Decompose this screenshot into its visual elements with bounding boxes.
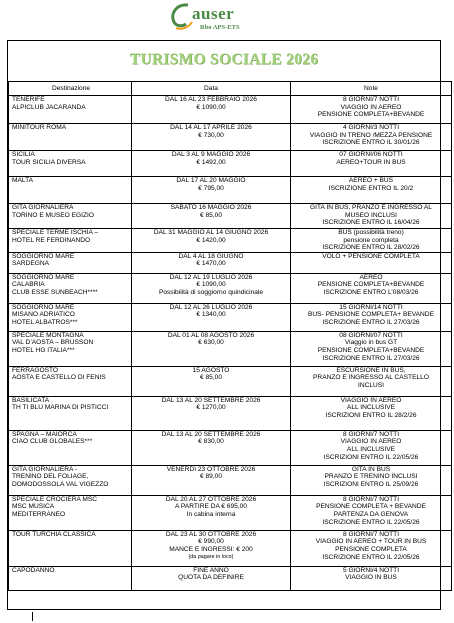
- cell-line: DAL 01 AL 08 AGOSTO 2026: [167, 331, 255, 339]
- note-cell: [291, 124, 452, 151]
- cell-line: (da pagare in loco): [188, 553, 234, 560]
- cell-line: 8 GIORNI/7 NOTTI: [342, 96, 400, 103]
- cell-line: TOUR TURCHIA CLASSICA: [12, 530, 96, 538]
- date-cell: [132, 530, 291, 566]
- destination-cell: [9, 331, 132, 366]
- cell-line: Viaggio in bus GT: [344, 339, 398, 347]
- cell-line: BUS- PENSIONE COMPLETA+ BEVANDE: [308, 311, 434, 319]
- destination-cell: [9, 396, 132, 430]
- cell-line: PRANZO E TRENINO INCLUSI: [324, 473, 418, 481]
- table-row: [9, 177, 452, 204]
- cell-line: A PARTIRE DA € 695,00: [175, 503, 247, 511]
- cell-line: 8 GIORNI/7 NOTTI: [342, 430, 400, 438]
- cell-line: 8 GIORNI/7 NOTTI: [342, 530, 400, 538]
- date-cell: [132, 303, 291, 331]
- cell-line: DOMODOSSOLA VAL VIGEZZO: [12, 480, 109, 488]
- cell-line: DAL 3 AL 9 MAGGIO 2026: [171, 151, 251, 158]
- date-cell: [132, 566, 291, 590]
- cell-line: CAPODANNO: [12, 566, 55, 574]
- destination-cell: [9, 96, 132, 124]
- cell-line: DAL 17 AL 20 MAGGIO: [176, 177, 246, 184]
- cell-line: VOLO + PENSIONE COMPLETA: [322, 252, 420, 260]
- table-row: [9, 252, 452, 273]
- cell-line: DAL 23 AL 30 OTTOBRE 2026: [165, 530, 257, 538]
- date-cell: [132, 124, 291, 151]
- table-row: [9, 495, 452, 530]
- destination-cell: [9, 530, 132, 566]
- cell-line: 07 GIORNI/06 NOTTI: [339, 151, 403, 158]
- note-cell: [291, 331, 452, 366]
- auser-logo: [168, 2, 278, 38]
- destination-cell: [9, 303, 132, 331]
- note-cell: [291, 495, 452, 530]
- table-header-row: [9, 82, 452, 96]
- cell-line: € 1090,00: [196, 281, 226, 289]
- cell-line: € 990,00: [198, 538, 224, 546]
- cell-line: € 730,00: [198, 131, 224, 139]
- text-cursor: [32, 612, 33, 621]
- date-cell: [132, 151, 291, 177]
- cell-line: MSC MUSICA: [12, 503, 55, 511]
- cell-line: QUOTA DA DEFINIRE: [178, 574, 244, 582]
- cell-line: TENERIFE: [12, 96, 45, 103]
- cell-line: SPAGNA – MAIORCA: [12, 430, 77, 438]
- note-cell: [291, 465, 452, 495]
- cell-line: DAL 12 AL 26 LUGLIO 2026: [169, 303, 253, 311]
- cell-line: ISCRIZIONE ENTRO IL 28/02/26: [322, 244, 420, 252]
- destination-cell: [9, 430, 132, 465]
- destination-cell: [9, 204, 132, 229]
- cell-line: HOTEL ALBATROS***: [12, 318, 78, 326]
- table-row: [9, 303, 452, 331]
- cell-line: SABATO 16 MAGGIO 2026: [170, 204, 252, 211]
- destination-cell: [9, 465, 132, 495]
- table-row: [9, 566, 452, 590]
- cell-line: PENSIONE COMPLETA + BEVANDE: [316, 503, 426, 511]
- cell-line: ALL INCLUSIVE: [346, 404, 396, 412]
- tour-table: [8, 81, 452, 591]
- cell-line: € 85,00: [200, 211, 222, 219]
- cell-line: AEREO: [359, 273, 383, 281]
- date-cell: [132, 366, 291, 396]
- cell-line: CIAO CLUB GLOBALES***: [12, 438, 93, 446]
- cell-line: INCLUSI: [357, 381, 384, 389]
- date-cell: [132, 252, 291, 273]
- cell-line: SOGGIORNO MARE: [12, 273, 75, 281]
- cell-line: MUSEO INCLUSI: [344, 211, 398, 219]
- date-cell: [132, 177, 291, 204]
- cell-line: TH TI BLU MARINA DI PISTICCI: [12, 404, 109, 412]
- cell-line: AOSTA E CASTELLO DI FENIS: [12, 374, 106, 382]
- destination-cell: [9, 273, 132, 303]
- cell-line: MISANO ADRIATICO: [12, 311, 75, 319]
- cell-line: AEREO+TOUR IN BUS: [336, 158, 406, 166]
- cell-line: € 630,00: [198, 339, 224, 347]
- cell-line: DAL 12 AL 19 LUGLIO 2026: [169, 273, 253, 281]
- date-cell: [132, 331, 291, 366]
- destination-cell: [9, 229, 132, 253]
- date-cell: [132, 229, 291, 253]
- table-body: [9, 96, 452, 591]
- cell-line: ISCRIZIONE ENTRO IL 27/03/26: [322, 318, 420, 326]
- destination-cell: [9, 177, 132, 204]
- cell-line: FINE ANNO: [193, 566, 229, 574]
- header-note: Note: [291, 82, 452, 96]
- cell-line: SARDEGNA: [12, 260, 50, 268]
- destination-cell: [9, 124, 132, 151]
- note-cell: [291, 430, 452, 465]
- cell-line: SOGGIORNO MARE: [12, 252, 75, 260]
- note-cell: [291, 204, 452, 229]
- cell-line: PENSIONE COMPLETA+BEVANDE: [317, 346, 425, 354]
- cell-line: PENSIONE COMPLETA+BEVANDE: [317, 111, 425, 119]
- cell-line: ISCRIZIONE ENTRO IL 22/05/26: [322, 518, 420, 526]
- cell-line: SPECIALE MONTAGNA: [12, 331, 84, 339]
- cell-line: 15 AGOSTO: [192, 366, 230, 374]
- cell-line: € 1492,00: [196, 158, 226, 166]
- date-cell: [132, 396, 291, 430]
- note-cell: [291, 229, 452, 253]
- cell-line: 5 GIORNI/4 NOTTI: [342, 566, 400, 574]
- cell-line: SPECIALE TERME ISCHIA –: [12, 229, 98, 236]
- destination-cell: [9, 151, 132, 177]
- table-row: [9, 530, 452, 566]
- note-cell: [291, 530, 452, 566]
- note-cell: [291, 566, 452, 590]
- logo-subtitle: Rbo APS-ETS: [200, 24, 240, 31]
- table-row: [9, 204, 452, 229]
- cell-line: MEDITERRANEO: [12, 510, 66, 518]
- cell-line: € 1470,00: [196, 260, 226, 268]
- cell-line: DAL 13 AL 20 SETTEMBRE 2026: [161, 430, 261, 438]
- date-cell: [132, 495, 291, 530]
- cell-line: SICILIA: [12, 151, 35, 158]
- cell-line: BUS (possibilità treno): [338, 229, 404, 236]
- cell-line: DAL 20 AL 27 OTTOBRE 2026: [165, 495, 257, 503]
- cell-line: GITA IN BUS, PRANZO E INGRESSO AL: [310, 204, 432, 211]
- table-row: [9, 430, 452, 465]
- cell-line: ALL INCLUSIVE: [346, 445, 396, 453]
- cell-line: ISCRIZIONE ENTRO IL 20/2: [328, 184, 414, 192]
- cell-line: GITA GIORNALIERA: [12, 204, 74, 211]
- cell-line: DAL 31 MAGGIO AL 14 GIUGNO 2026: [153, 229, 269, 236]
- cell-line: MINITOUR ROMA: [12, 124, 67, 131]
- cell-line: DAL 4 AL 18 GIUGNO: [178, 252, 244, 260]
- note-cell: [291, 151, 452, 177]
- note-cell: [291, 273, 452, 303]
- cell-line: ISCRIZIONE ENTRO IL 16/04/26: [322, 219, 420, 227]
- cell-line: DAL 14 AL 17 APRILE 2026: [170, 124, 252, 131]
- cell-line: BASILICATA: [12, 396, 50, 404]
- cell-line: VIAGGIO IN AEREO: [340, 103, 402, 111]
- cell-line: FERRAGOSTO: [12, 366, 59, 374]
- cell-line: VENERDì 23 OTTOBRE 2026: [166, 465, 256, 473]
- cell-line: ISCRIZIONI ENTRO IL 22/05/26: [323, 453, 419, 461]
- cell-line: 4 GIORNI/3 NOTTI: [342, 124, 400, 131]
- note-cell: [291, 96, 452, 124]
- page-title: TURISMO SOCIALE 2026: [129, 51, 319, 68]
- cell-line: PARTENZA DA GENOVA: [333, 510, 409, 518]
- cell-line: VAL D’AOSTA – BRUSSON: [12, 339, 94, 347]
- cell-line: € 1420,00: [196, 236, 226, 244]
- cell-line: VIAGGIO IN TRENO /MEZZA PENSIONE: [309, 131, 433, 139]
- table-row: [9, 366, 452, 396]
- destination-cell: [9, 495, 132, 530]
- destination-cell: [9, 252, 132, 273]
- cell-line: € 830,00: [198, 438, 224, 446]
- header-destinazione: Destinazione: [9, 82, 132, 96]
- table-row: [9, 396, 452, 430]
- table-row: [9, 331, 452, 366]
- cell-line: TOUR SICILIA DIVERSA: [12, 158, 86, 166]
- cell-line: VIAGGIO IN AEREO: [340, 438, 402, 446]
- date-cell: [132, 430, 291, 465]
- cell-line: TORINO E MUSEO EGIZIO: [12, 211, 94, 219]
- document-frame: [7, 40, 441, 610]
- note-cell: [291, 396, 452, 430]
- date-cell: [132, 465, 291, 495]
- cell-line: PENSIONE COMPLETA: [335, 545, 407, 553]
- table-row: [9, 96, 452, 124]
- cell-line: € 795,00: [198, 184, 224, 192]
- table-row: [9, 273, 452, 303]
- cell-line: HOTEL HG ITALIA***: [12, 346, 75, 354]
- cell-line: CLUB ESSE SUNBEACH****: [12, 288, 98, 296]
- cell-line: ISCRIZIONE ENTRO IL 22/05/26: [322, 553, 420, 561]
- cell-line: 08 GIORNI/07 NOTTI: [339, 331, 403, 339]
- cell-line: € 1340,00: [196, 311, 226, 319]
- cell-line: PRANZO E INGRESSO AL CASTELLO: [313, 374, 429, 382]
- note-cell: [291, 366, 452, 396]
- cell-line: ALPICLUB JACARANDA: [12, 103, 86, 111]
- cell-line: ISCRIZIONE ENTRO IL 30/01/26: [322, 139, 420, 147]
- cell-line: ESCURSIONE IN BUS,: [336, 366, 406, 374]
- date-cell: [132, 96, 291, 124]
- destination-cell: [9, 366, 132, 396]
- cell-line: MALTA: [12, 177, 34, 184]
- cell-line: ISCRIZIONE ENTRO IL 27/03/26: [322, 354, 420, 362]
- cell-line: pensione completa: [343, 236, 399, 244]
- cell-line: GITA GIORNALIERA -: [12, 465, 78, 473]
- header-data: Data: [132, 82, 291, 96]
- cell-line: SPECIALE CROCIERA MSC: [12, 495, 98, 503]
- cell-line: TRENINO DEL FOLIAGE,: [12, 473, 89, 481]
- cell-line: 15 GIORNI/14 NOTTI: [339, 303, 403, 311]
- cell-line: CALABRIA: [12, 281, 45, 289]
- cell-line: € 1270,00: [196, 404, 226, 412]
- cell-line: AEREO + BUS: [348, 177, 394, 184]
- note-cell: [291, 303, 452, 331]
- date-cell: [132, 204, 291, 229]
- cell-line: ISCRIZIONI ENTRO IL 25/09/26: [323, 480, 419, 488]
- cell-line: ISCRIZIONE ENTRO L’08/03/26: [323, 288, 419, 296]
- logo-name: auser: [192, 4, 235, 23]
- note-cell: [291, 177, 452, 204]
- table-row: [9, 465, 452, 495]
- date-cell: [132, 273, 291, 303]
- cell-line: € 1090,00: [196, 103, 226, 111]
- cell-line: GITA IN BUS: [351, 465, 391, 473]
- cell-line: PENSIONE COMPLETA+BEVANDE: [317, 281, 425, 289]
- auser-swoosh-icon: [168, 2, 194, 32]
- cell-line: € 89,00: [200, 473, 222, 481]
- cell-line: HOTEL RE FERDINANDO: [12, 236, 91, 244]
- cell-line: MANCE E INGRESSI: € 200: [169, 545, 253, 553]
- cell-line: VIAGGIO IN BUS: [345, 574, 397, 582]
- table-row: [9, 151, 452, 177]
- cell-line: € 85,00: [200, 374, 222, 382]
- table-row: [9, 124, 452, 151]
- cell-line: DAL 13 AL 20 SETTEMBRE 2026: [161, 396, 261, 404]
- cell-line: 8 GIORNI/7 NOTTI: [342, 495, 400, 503]
- note-cell: [291, 252, 452, 273]
- cell-line: VIAGGIO IN AEREO + TOUR IN BUS: [315, 538, 427, 546]
- table-row: [9, 229, 452, 253]
- destination-cell: [9, 566, 132, 590]
- cell-line: In cabina interna: [186, 510, 236, 518]
- cell-line: SOGGIORNO MARE: [12, 303, 75, 311]
- cell-line: ISCRIZIONI ENTRO IL 28/2/26: [325, 411, 417, 419]
- cell-line: Possibilità di soggiorno quindicinale: [158, 288, 264, 296]
- cell-line: VIAGGIO IN AEREO: [340, 396, 402, 404]
- cell-line: DAL 16 AL 23 FEBBRAIO 2026: [165, 96, 257, 103]
